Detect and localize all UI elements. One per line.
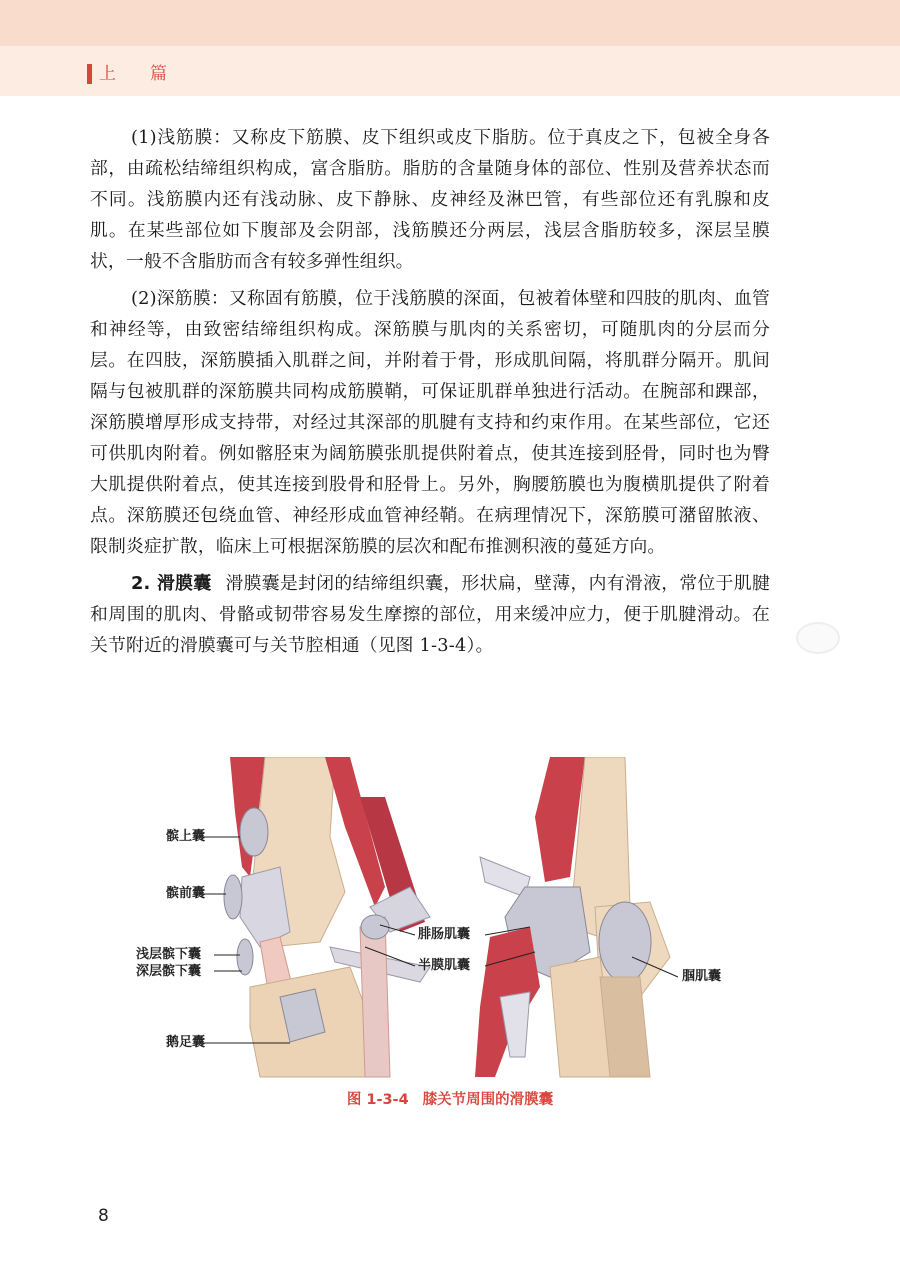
page-number: 8 (98, 1206, 109, 1226)
bursa-heading: 2. 滑膜囊 (130, 573, 212, 594)
left-knee-drawing (224, 757, 430, 1077)
body-text (90, 122, 770, 667)
top-color-band (0, 0, 900, 46)
figure-caption-text: 膝关节周围的滑膜囊 (422, 1092, 554, 1108)
figure-caption (0, 1090, 900, 1110)
bursa-text: 滑膜囊是封闭的结缔组织囊，形状扁，壁薄，内有滑液，常位于肌腱和周围的肌肉、骨骼或韧带容易发生摩擦的部位，用来缓冲应力，便于肌腱滑动。在关节附近的滑膜囊可与关节腔相通（见图 1-3-4）。 (90, 573, 770, 656)
paragraph-bursa (90, 568, 770, 661)
paragraph-deep-fascia: (2)深筋膜：又称固有筋膜，位于浅筋膜的深面，包被着体壁和四肢的肌肉、血管和神经等，由致密结缔组织构成。深筋膜与肌肉的关系密切，可随肌肉的分层而分层。在四肢，深筋膜插入肌群之间，并附着于骨，形成肌间隔，将肌群分隔开。肌间隔与包被肌群的深筋膜共同构成筋膜鞘，可保证肌群单独进行活动。在腕部和踝部，深筋膜增厚形成支持带，对经过其深部的肌腱有支持和约束作用。在某些部位，它还可供肌肉附着。例如髂胫束为阔筋膜张肌提供附着点，使其连接到胫骨，同时也为臀大肌提供附着点，使其连接到股骨和胫骨上。另外，胸腰筋膜也为腹横肌提供了附着点。深筋膜还包绕血管、神经形成血管神经鞘。在病理情况下，深筋膜可潴留脓液、限制炎症扩散，临床上可根据深筋膜的层次和配布推测积液的蔓延方向。 (90, 288, 770, 557)
label-gastrocnemius-bursa: 腓肠肌囊 (418, 927, 471, 942)
label-semimembranosus-bursa: 半膜肌囊 (418, 958, 471, 973)
label-suprapatellar-bursa: 髌上囊 (166, 829, 206, 844)
label-popliteus-bursa: 腘肌囊 (682, 969, 722, 984)
knee-bursae-figure (130, 757, 770, 1085)
label-deep-infrapatellar-bursa: 深层髌下囊 (136, 964, 202, 979)
right-knee-drawing (475, 757, 670, 1077)
margin-watermark (796, 622, 840, 654)
label-prepatellar-bursa: 髌前囊 (166, 886, 206, 901)
paragraph-superficial-fascia: (1)浅筋膜：又称皮下筋膜、皮下组织或皮下脂肪。位于真皮之下，包被全身各部，由疏松结缔组织构成，富含脂肪。脂肪的含量随身体的部位、性别及营养状态而不同。浅筋膜内还有浅动脉、皮下静脉、皮神经及淋巴管，有些部位还有乳腺和皮肌。在某些部位如下腹部及会阴部，浅筋膜还分两层，浅层含脂肪较多，深层呈膜状，一般不含脂肪而含有较多弹性组织。 (90, 127, 770, 272)
header-accent-bar (87, 64, 92, 84)
section-title: 上篇 (99, 64, 201, 84)
figure-number: 图 1-3-4 (346, 1092, 409, 1108)
label-pes-anserinus-bursa: 鹅足囊 (166, 1035, 206, 1050)
label-superficial-infrapatellar-bursa: 浅层髌下囊 (136, 947, 202, 962)
knee-illustration (130, 757, 770, 1085)
